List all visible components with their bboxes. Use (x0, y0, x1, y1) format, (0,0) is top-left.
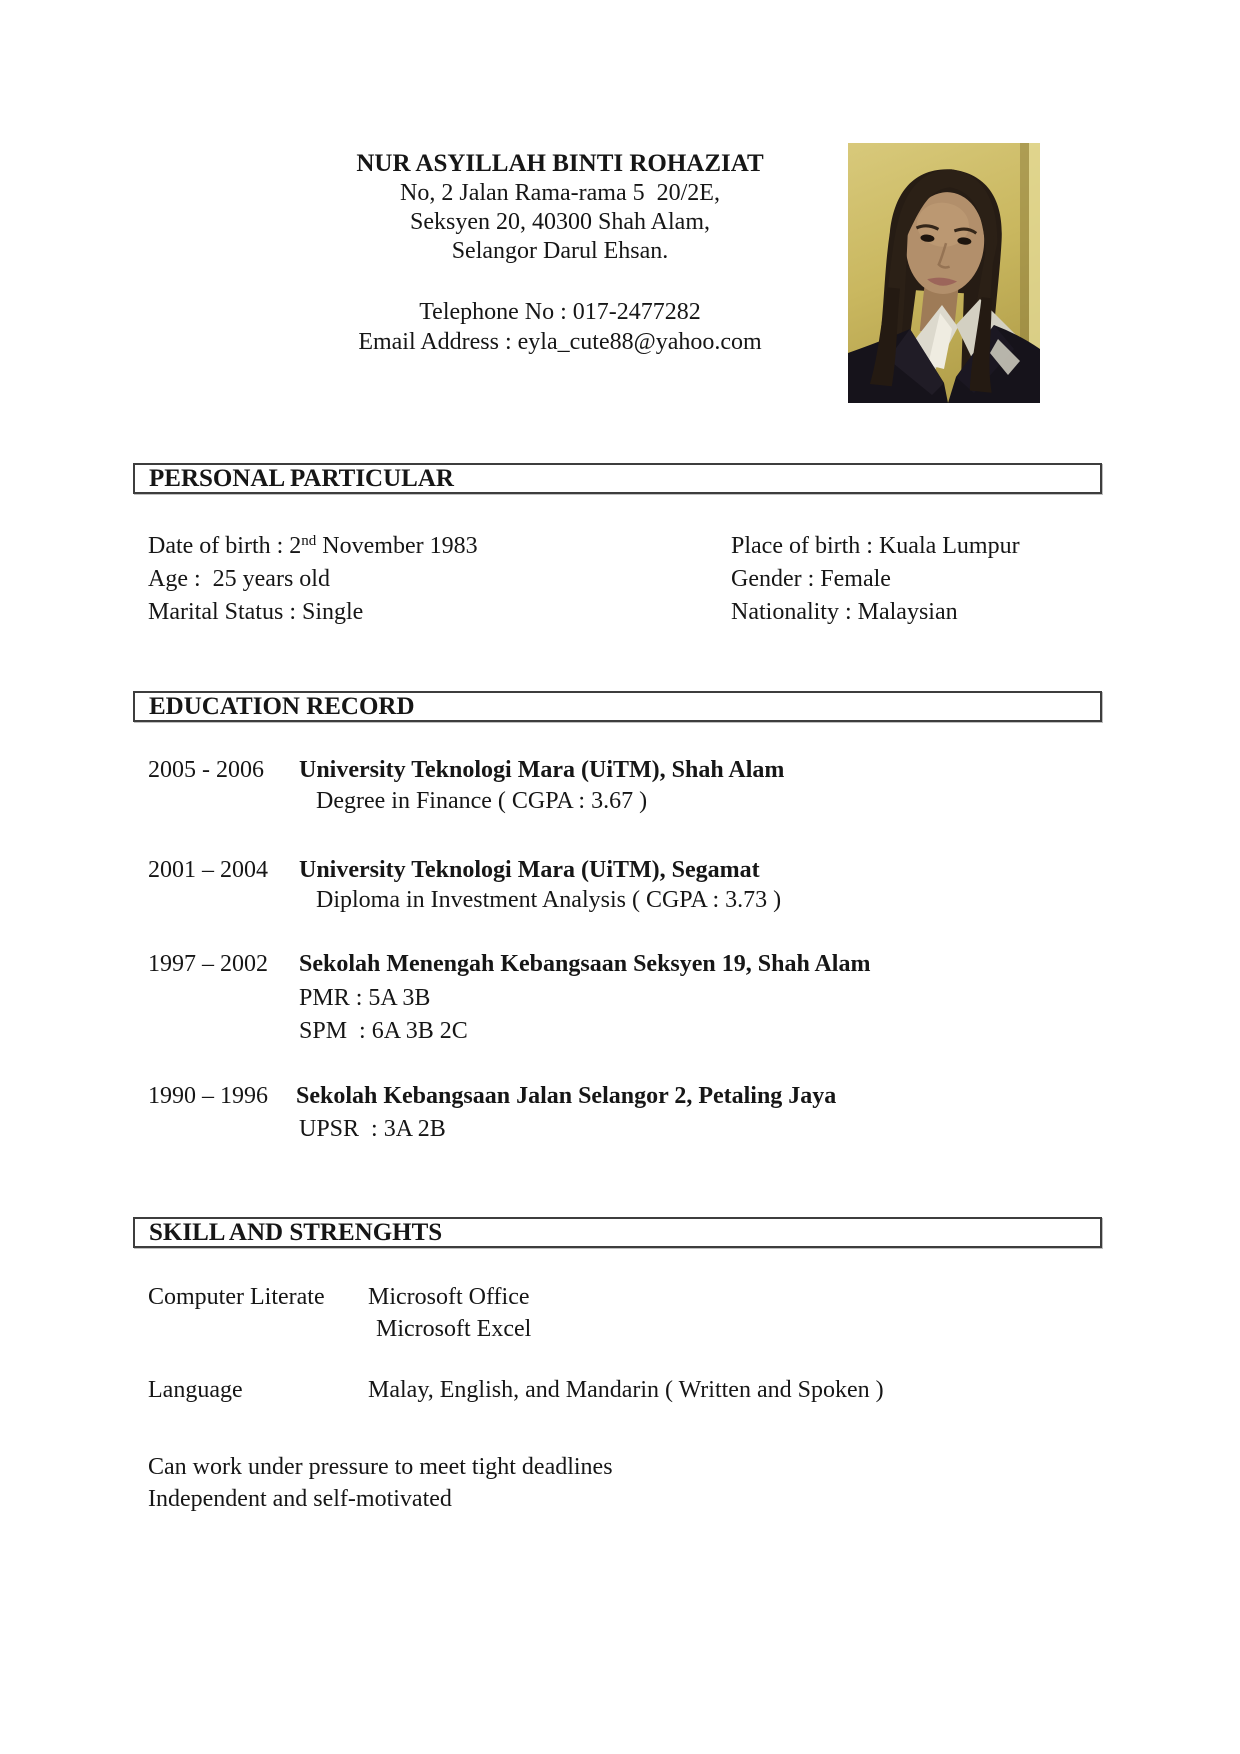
education-entry-years: 2001 – 2004 (148, 857, 268, 883)
skill-label: Computer Literate (148, 1284, 325, 1310)
skill-note: Independent and self-motivated (148, 1486, 452, 1512)
education-entry-detail: PMR : 5A 3B (299, 985, 431, 1011)
education-entry-school: Sekolah Kebangsaan Jalan Selangor 2, Petaling Jaya (296, 1083, 837, 1109)
field-place-of-birth: Place of birth : Kuala Lumpur (731, 533, 1020, 559)
header-block (260, 149, 860, 357)
candidate-name: NUR ASYILLAH BINTI ROHAZIAT (356, 150, 764, 177)
section-skills-header (133, 1217, 1102, 1248)
email-line: Email Address : eyla_cute88@yahoo.com (358, 329, 762, 355)
portrait-photo-illustration (848, 143, 1040, 403)
header-spacer (260, 266, 860, 297)
address-line-1: No, 2 Jalan Rama-rama 5 20/2E, (400, 180, 720, 206)
telephone-line: Telephone No : 017-2477282 (419, 299, 701, 325)
skill-label: Language (148, 1377, 243, 1403)
education-entry-years: 1990 – 1996 (148, 1083, 268, 1109)
ordinal-superscript: nd (301, 533, 317, 549)
field-age: Age : 25 years old (148, 566, 330, 592)
field-nationality: Nationality : Malaysian (731, 599, 958, 625)
address-line-3: Selangor Darul Ehsan. (451, 238, 669, 264)
field-gender: Gender : Female (731, 566, 891, 592)
address-line-2: Seksyen 20, 40300 Shah Alam, (410, 209, 710, 235)
section-title: EDUCATION RECORD (149, 692, 415, 720)
education-entry-detail: Degree in Finance ( CGPA : 3.67 ) (316, 788, 648, 814)
education-entry-detail: Diploma in Investment Analysis ( CGPA : 3.73 ) (316, 887, 782, 913)
section-education-record-header (133, 691, 1102, 722)
skill-value: Malay, English, and Mandarin ( Written and Spoken ) (368, 1377, 884, 1403)
education-entry-detail: UPSR : 3A 2B (299, 1116, 446, 1142)
portrait-photo (848, 143, 1040, 403)
education-entry-years: 1997 – 2002 (148, 951, 268, 977)
skill-value: Microsoft Office (368, 1284, 530, 1310)
section-personal-particular-header (133, 463, 1102, 494)
field-date-of-birth: Date of birth : 2nd November 1983 (148, 533, 478, 559)
education-entry-school: Sekolah Menengah Kebangsaan Seksyen 19, Shah Alam (299, 951, 871, 977)
skill-note: Can work under pressure to meet tight deadlines (148, 1454, 613, 1480)
section-title: SKILL AND STRENGHTS (149, 1218, 443, 1246)
section-title: PERSONAL PARTICULAR (149, 464, 454, 492)
field-marital-status: Marital Status : Single (148, 599, 364, 625)
education-entry-detail: SPM : 6A 3B 2C (299, 1018, 468, 1044)
education-entry-school: University Teknologi Mara (UiTM), Shah Alam (299, 757, 785, 783)
education-entry-school: University Teknologi Mara (UiTM), Segamat (299, 857, 760, 883)
education-entry-years: 2005 - 2006 (148, 757, 264, 783)
skill-value: Microsoft Excel (376, 1316, 532, 1342)
